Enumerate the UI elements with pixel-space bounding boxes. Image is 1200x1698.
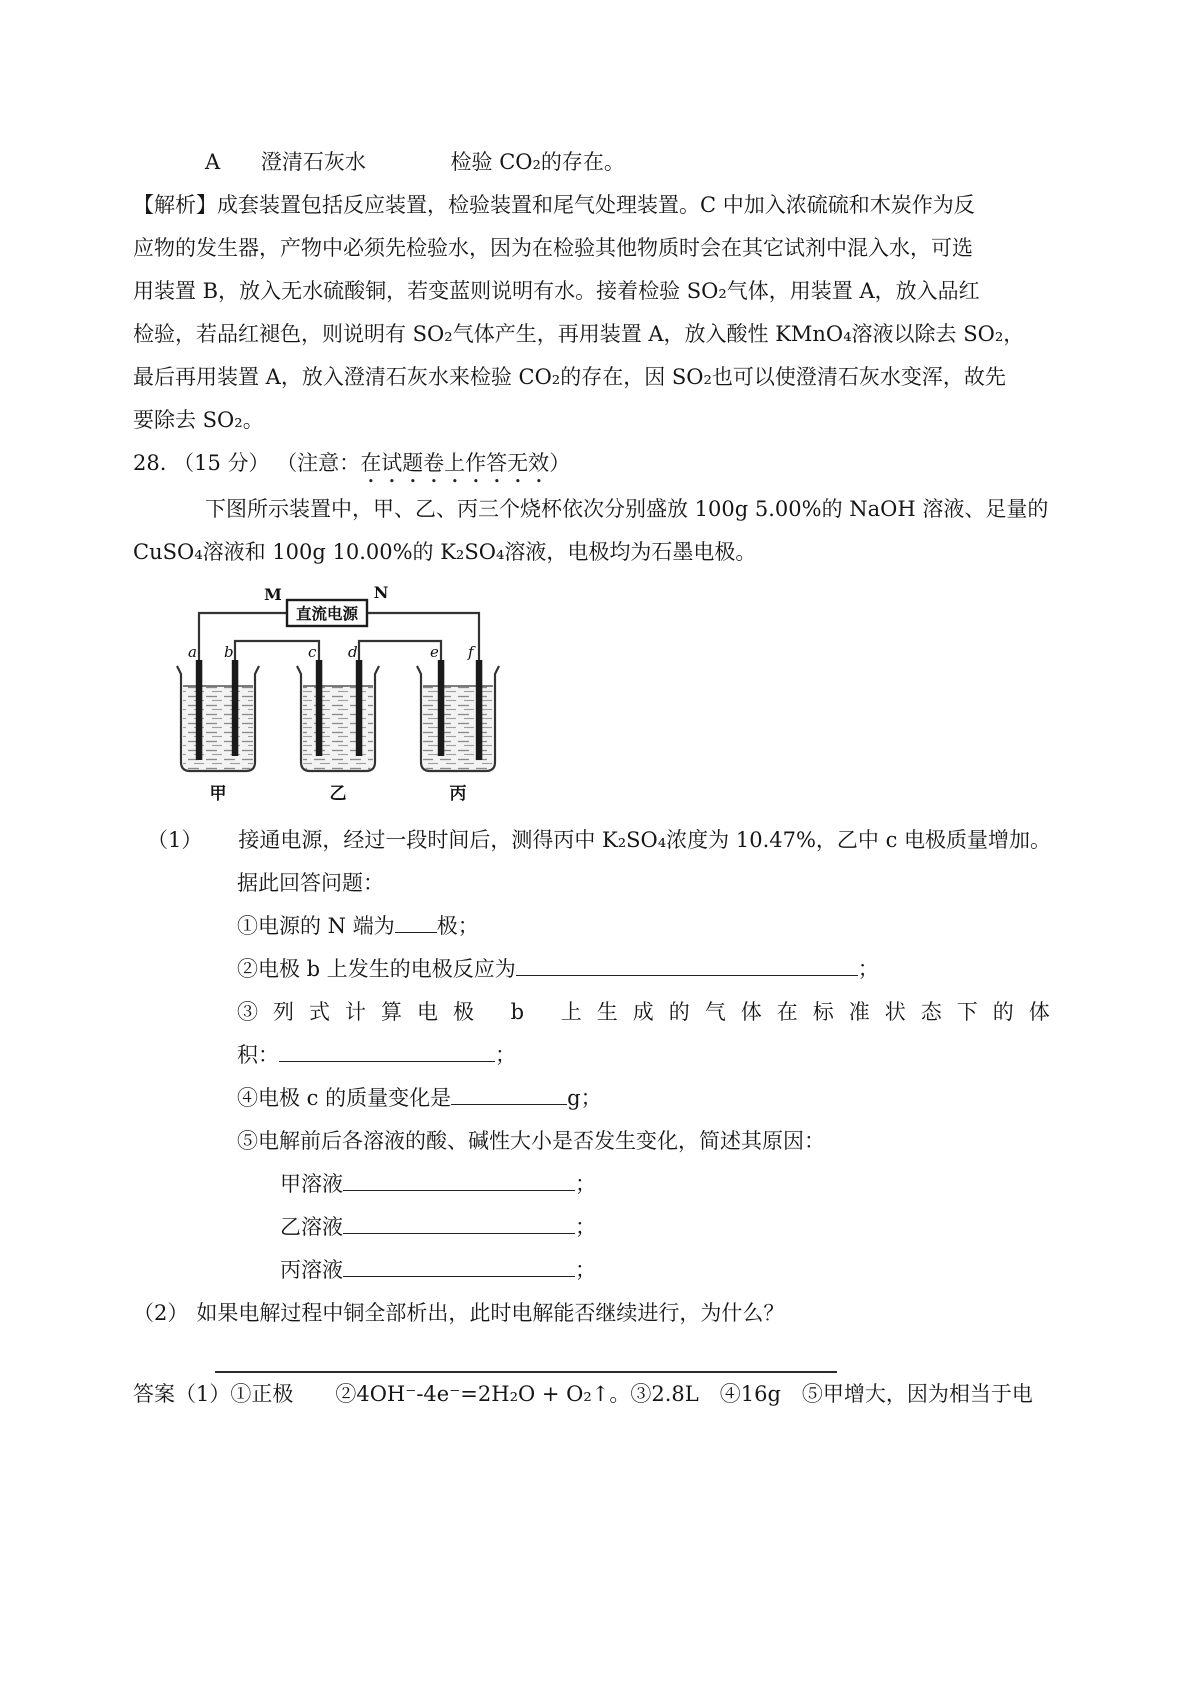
part1-prompt: 据此回答问题： [237,871,384,895]
solution-yi-suffix: ； [575,1215,596,1239]
analysis-line: 应物的发生器，产物中必须先检验水，因为在检验其他物质时会在其它试剂中混入水，可选 [133,236,973,260]
part1-lead [133,819,1072,862]
electrode-label-a: a [188,643,197,661]
option-label: A [205,150,221,174]
wire-d-to-e [359,641,441,660]
intro-line-2: CuSO₄溶液和 100g 10.00%的 K₂SO₄溶液，电极均为石墨电极。 [133,540,757,564]
electrode-f [476,660,483,760]
part2-text: 如果电解过程中铜全部析出，此时电解能否继续进行，为什么？ [196,1301,785,1325]
part1-lead-text: 接通电源，经过一段时间后，测得丙中 K₂SO₄浓度为 10.47%，乙中 c 电极质量增加。 [238,828,1052,852]
electrode-d [356,660,363,756]
item-3-text: 积： [237,1043,279,1067]
analysis-paragraph [133,184,1072,442]
electrode-e [438,660,445,756]
wire-m-to-a [199,613,287,660]
blank-solution-yi [343,1218,575,1234]
blank-gas-volume [279,1046,495,1062]
item-1 [133,905,1072,948]
item-2 [133,948,1072,991]
electrode-label-c: c [308,643,317,661]
item-3-line-2 [133,1034,1072,1077]
part2-number: （2） [133,1301,189,1325]
apparatus-diagram [169,586,509,814]
terminal-m-label: M [264,586,282,604]
part1-number: （1） [147,828,203,852]
blank-electrode-c-mass [451,1089,567,1105]
solution-line-bing [133,1249,1072,1292]
question-28-heading [133,442,1072,488]
electrode-label-b: b [224,643,234,661]
option-line [133,141,1072,184]
beaker-label-bing: 丙 [449,784,467,804]
analysis-line: 检验，若品红褪色，则说明有 SO₂气体产生，再用装置 A，放入酸性 KMnO₄溶液以除去 SO₂， [133,322,1025,346]
blank-n-terminal [395,917,437,933]
wire-b-to-c [235,641,319,660]
question-note-close: ） [549,451,571,475]
item-4-suffix: g； [567,1086,602,1110]
power-supply-label: 直流电源 [295,604,359,623]
solution-jia-suffix: ； [575,1172,596,1196]
option-purpose: 检验 CO₂的存在。 [450,150,625,174]
solution-bing-suffix: ； [575,1258,596,1282]
part2-line [133,1292,1072,1335]
electrode-c [316,660,323,756]
electrode-label-e: e [430,643,439,661]
item-3-line-1: ③列式计算电极 b 上生成的气体在标准状态下的体 [237,1000,1065,1024]
question-note-open: （注意： [276,451,361,475]
electrode-a [196,660,203,760]
item-1-text: ①电源的 N 端为 [237,914,395,938]
wire-n-to-f [367,613,479,660]
terminal-n-label: N [373,586,389,602]
electrode-label-f: f [468,643,474,661]
solution-line-jia [133,1163,1072,1206]
electrode-b [232,660,239,756]
solution-yi-label: 乙溶液 [280,1215,343,1239]
item-4 [133,1077,1072,1120]
analysis-line: 要除去 SO₂。 [133,408,264,432]
blank-solution-jia [343,1175,575,1191]
apparatus-figure [169,586,1072,819]
question-note-emphasized: 在试题卷上作答无效 [360,451,550,475]
item-1-suffix: 极； [436,914,479,938]
question-number: 28. [133,451,167,475]
item-5: ⑤电解前后各溶液的酸、碱性大小是否发生变化，简述其原因： [237,1129,825,1153]
analysis-line: 最后再用装置 A，放入澄清石灰水来检验 CO₂的存在，因 SO₂也可以使澄清石灰水变浑，故先 [133,365,1006,389]
liquid-bing [423,686,493,770]
electrode-label-d: d [348,643,358,661]
item-2-text: ②电极 b 上发生的电极反应为 [237,957,516,981]
item-3-suffix: ； [495,1043,516,1067]
option-reagent: 澄清石灰水 [260,150,366,174]
liquid-jia [183,686,253,770]
answer-line: 答案（1）①正极 ②4OH⁻-4e⁻=2H₂O + O₂↑。③2.8L ④16g ⑤甲增大，因为相当于电 [133,1382,1033,1406]
solution-jia-label: 甲溶液 [280,1172,343,1196]
blank-electrode-b-reaction [516,960,858,976]
intro-line-1: 下图所示装置中，甲、乙、丙三个烧杯依次分别盛放 100g 5.00%的 NaOH 溶液、足量的 [205,497,1049,521]
liquid-yi [303,686,373,770]
beaker-label-jia: 甲 [209,784,227,804]
blank-solution-bing [343,1261,575,1277]
question-score: （15 分） [173,451,270,475]
solution-line-yi [133,1206,1072,1249]
analysis-line: 用装置 B，放入无水硫酸铜，若变蓝则说明有水。接着检验 SO₂气体，用装置 A，放入品红 [133,279,980,303]
beaker-label-yi: 乙 [329,784,347,804]
item-2-suffix: ； [857,957,879,981]
item-4-text: ④电极 c 的质量变化是 [237,1086,452,1110]
solution-bing-label: 丙溶液 [280,1258,343,1282]
analysis-line: 【解析】成套装置包括反应装置，检验装置和尾气处理装置。C 中加入浓硫硫和木炭作为反 [133,193,975,217]
